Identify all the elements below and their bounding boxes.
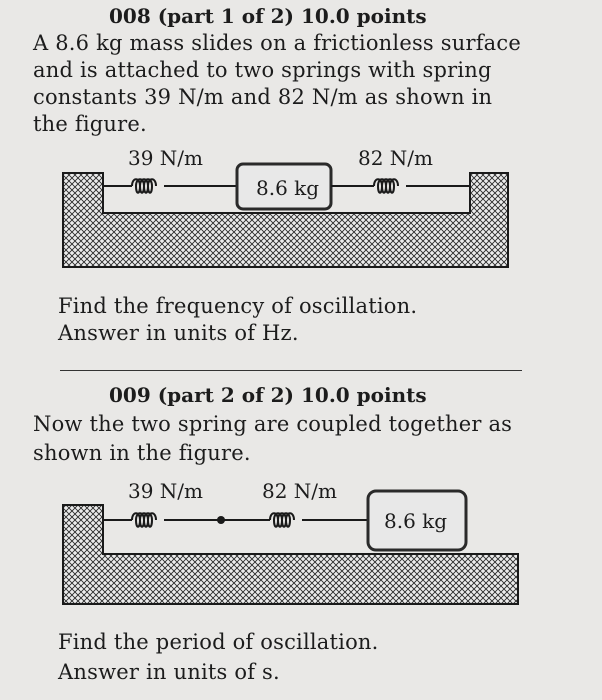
figure2-left-spring: [103, 513, 270, 527]
figure2-spring-right-label: 82 N/m: [262, 479, 338, 503]
problem-009-heading: 009 (part 2 of 2) 10.0 points: [109, 383, 427, 407]
figure2-mass-label: 8.6 kg: [384, 509, 448, 533]
problem-008-question: Find the frequency of oscillation.: [58, 294, 418, 318]
figure1-spring-left-label: 39 N/m: [128, 146, 204, 170]
problem-008-text-line-4: the figure.: [33, 112, 147, 136]
problem-009-text-line-1: Now the two spring are coupled together as: [33, 412, 513, 436]
figure2-right-spring: [270, 513, 368, 527]
figure2-coupling-node: [217, 516, 225, 524]
problem-008-text-line-2: and is attached to two springs with spring: [33, 58, 492, 82]
problem-008-answer-units: Answer in units of Hz.: [58, 321, 299, 345]
figure1-right-spring: [331, 179, 470, 193]
problem-009-answer-units: Answer in units of s.: [58, 660, 280, 684]
section-divider: [60, 370, 522, 371]
problem-009-question: Find the period of oscillation.: [58, 630, 379, 654]
figure1-left-spring: [103, 179, 237, 193]
problem-008-text-line-1: A 8.6 kg mass slides on a frictionless surface: [33, 31, 521, 55]
problem-008-text-line-3: constants 39 N/m and 82 N/m as shown in: [33, 85, 493, 109]
figure2-spring-left-label: 39 N/m: [128, 479, 204, 503]
problem-008-heading: 008 (part 1 of 2) 10.0 points: [109, 4, 427, 28]
figure1-spring-right-label: 82 N/m: [358, 146, 434, 170]
figure2-coupled-springs-diagram: [0, 487, 602, 617]
problem-009-text-line-2: shown in the figure.: [33, 441, 251, 465]
figure1-mass-label: 8.6 kg: [256, 176, 320, 200]
